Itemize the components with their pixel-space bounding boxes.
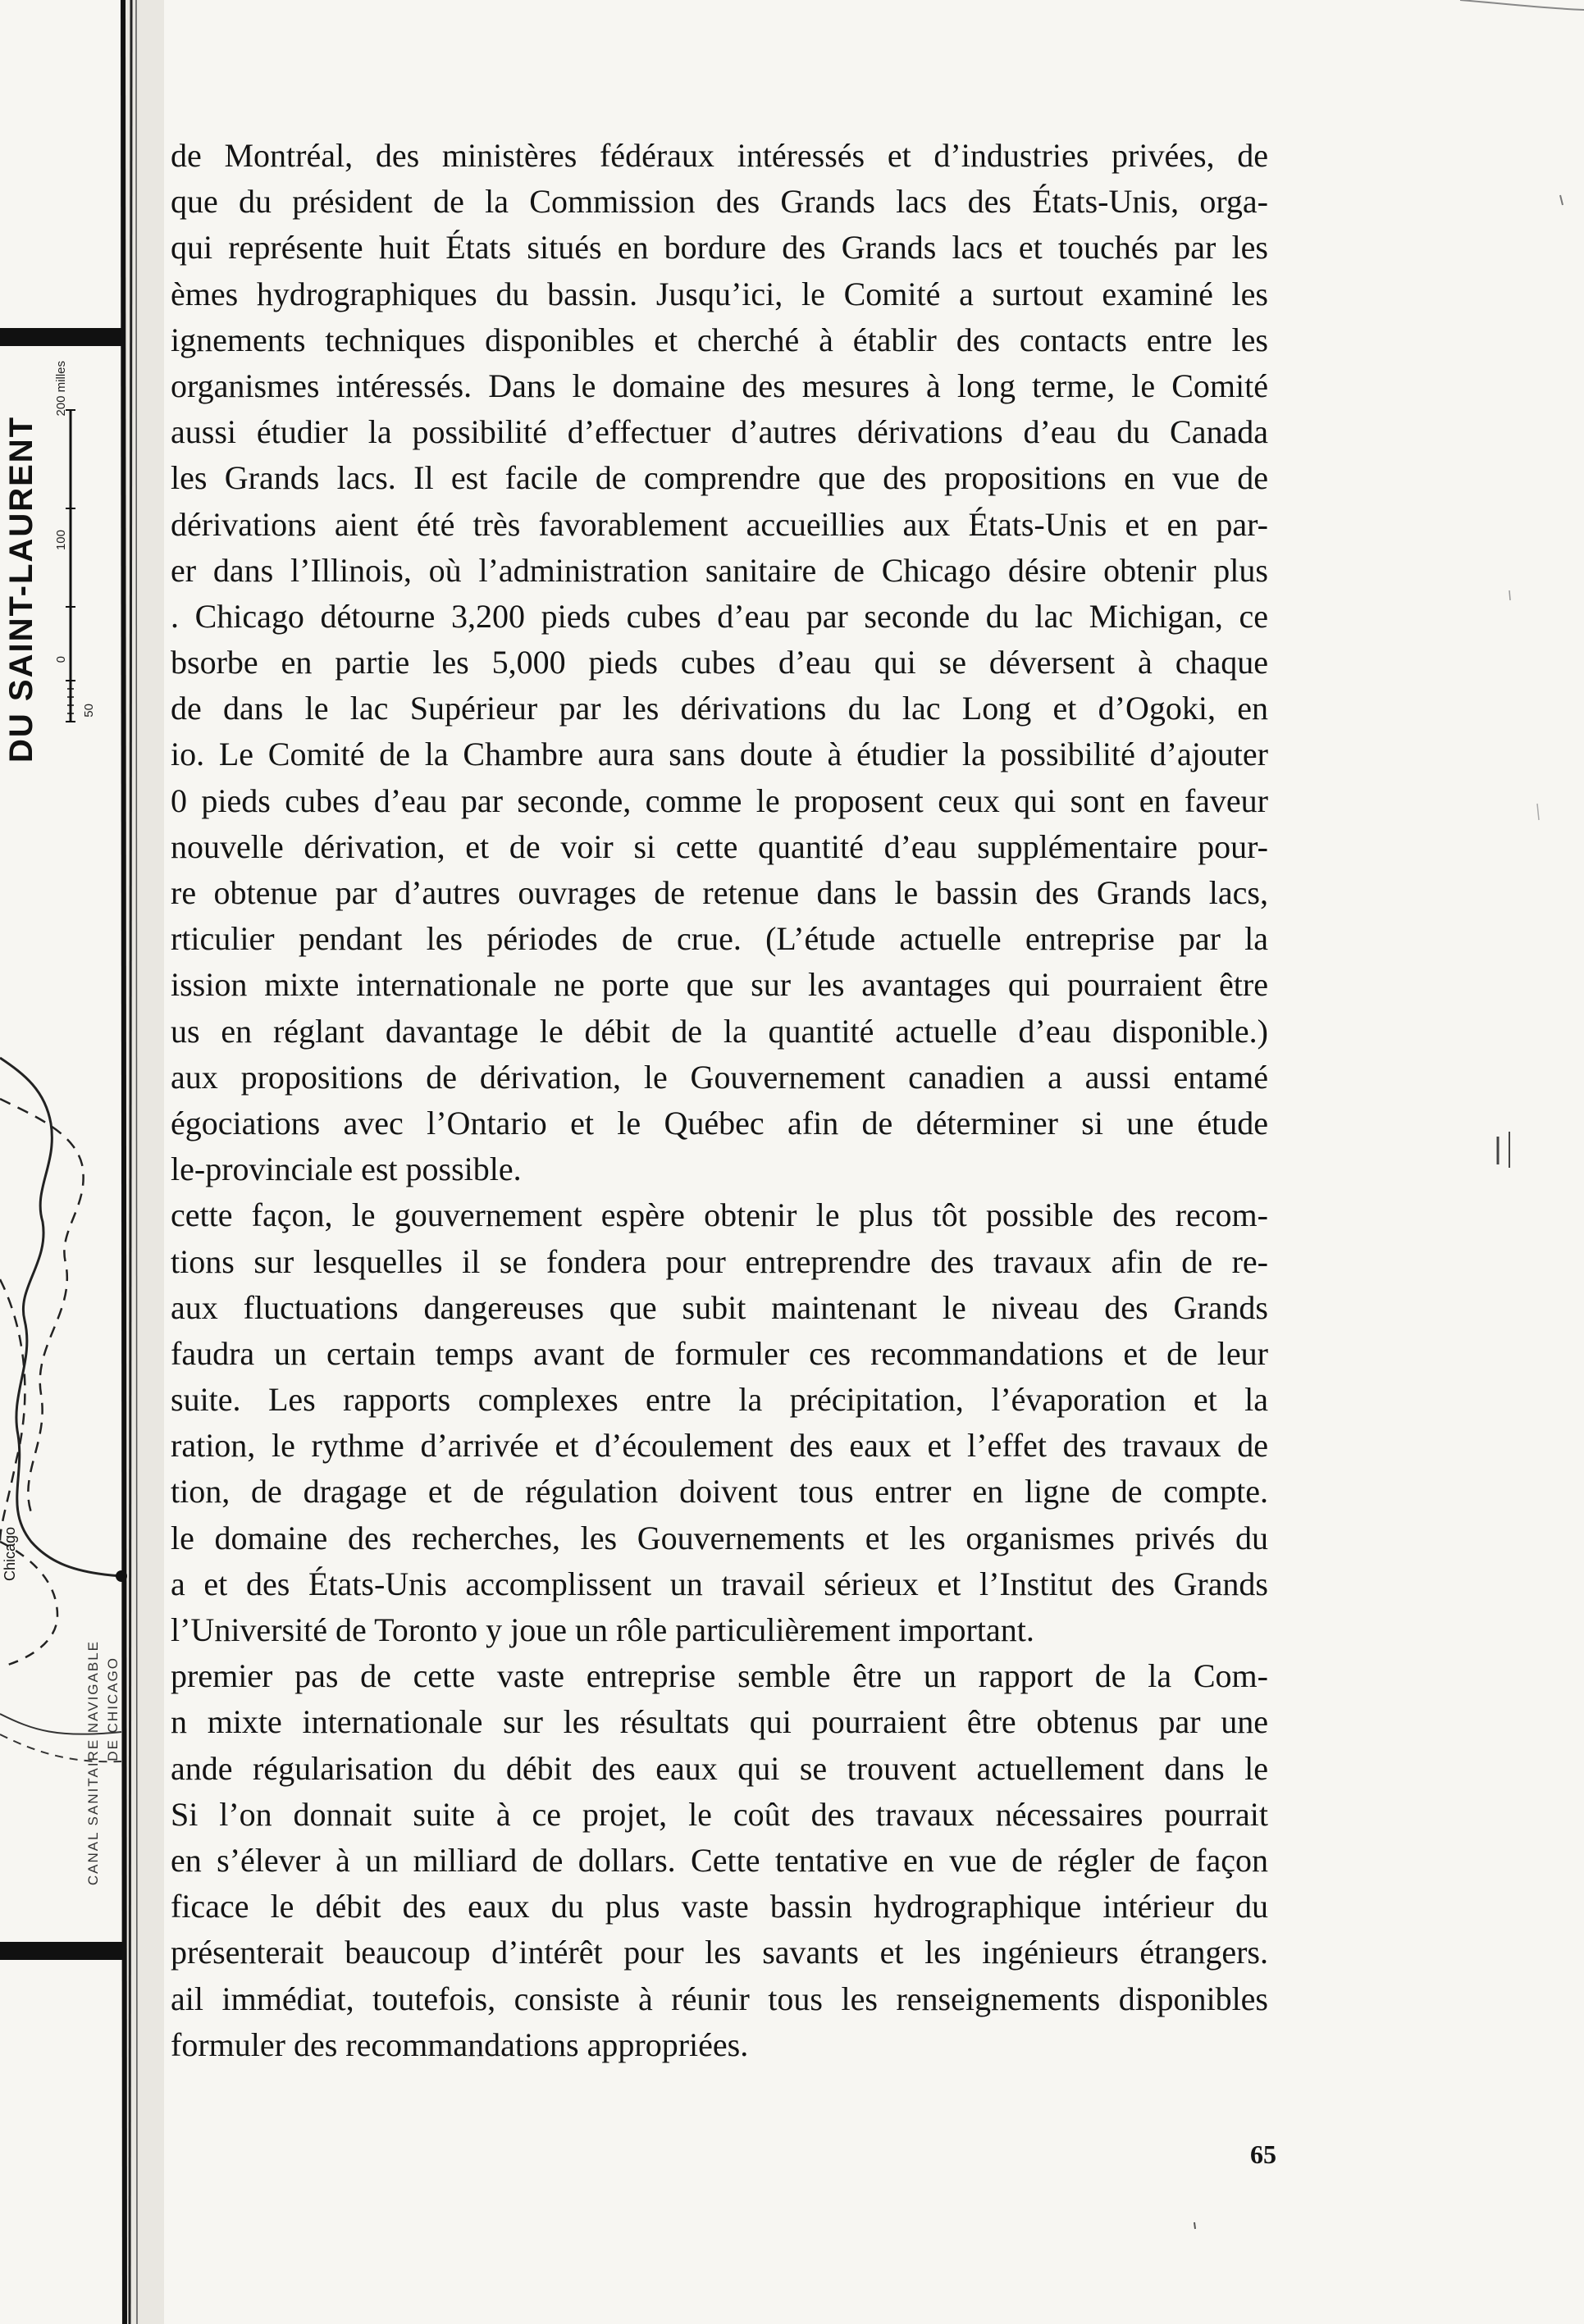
- map-title: DU SAINT-LAURENT: [3, 415, 39, 763]
- scale-label-50: 50: [82, 704, 96, 718]
- text-line: tion, de dragage et de régulation doivent tous entrer en ligne de compte.: [171, 1473, 1268, 1511]
- page-number: 65: [1250, 2139, 1276, 2169]
- text-line: présenterait beaucoup d’intérêt pour les savants et les ingénieurs étrangers.: [171, 1934, 1268, 1971]
- text-line: en s’élever à un milliard de dollars. Cette tentative en vue de régler de façon: [171, 1841, 1268, 1879]
- text-line: de Montréal, des ministères fédéraux intéressés et d’industries privées, de: [171, 137, 1268, 174]
- text-line: faudra un certain temps avant de formuler ces recommandations et de leur: [171, 1334, 1268, 1372]
- scale-label-200-milles: 200 milles: [54, 361, 68, 417]
- text-line: aussi étudier la possibilité d’effectuer d’autres dérivations d’eau du Canada: [171, 413, 1268, 451]
- body-text: [171, 133, 1268, 2068]
- text-line: er dans l’Illinois, où l’administration sanitaire de Chicago désire obtenir plus: [171, 551, 1268, 589]
- text-line: ficace le débit des eaux du plus vaste bassin hydrographique intérieur du: [171, 1888, 1268, 1925]
- text-line: organismes intéressés. Dans le domaine des mesures à long terme, le Comité: [171, 367, 1268, 404]
- text-line: bsorbe en partie les 5,000 pieds cubes d’eau qui se déversent à chaque: [171, 644, 1268, 681]
- map-drawing: [0, 0, 164, 2324]
- text-line: Si l’on donnait suite à ce projet, le coût des travaux nécessaires pourrait: [171, 1795, 1268, 1833]
- text-line: dérivations aient été très favorablement accueillies aux États-Unis et en par-: [171, 505, 1268, 543]
- scale-label-100: 100: [54, 530, 68, 551]
- text-line: èmes hydrographiques du bassin. Jusqu’ici, le Comité a surtout examiné les: [171, 275, 1268, 312]
- map-fragment: [0, 0, 164, 2324]
- text-line: tions sur lesquelles il se fondera pour entreprendre des travaux afin de re-: [171, 1242, 1268, 1280]
- canal-label-line-2: DE CHICAGO: [105, 1656, 121, 1761]
- text-line: qui représente huit États situés en bordure des Grands lacs et touchés par les: [171, 229, 1268, 267]
- text-line: suite. Les rapports complexes entre la précipitation, l’évaporation et la: [171, 1381, 1268, 1419]
- text-line: us en réglant davantage le débit de la quantité actuelle d’eau disponible.): [171, 1012, 1268, 1050]
- text-line: ration, le rythme d’arrivée et d’écoulement des eaux et l’effet des travaux de: [171, 1427, 1268, 1465]
- text-line: le-provinciale est possible.: [171, 1151, 522, 1188]
- text-line: re obtenue par d’autres ouvrages de retenue dans le bassin des Grands lacs,: [171, 874, 1268, 911]
- text-line: l’Université de Toronto y joue un rôle particulièrement important.: [171, 1611, 1034, 1648]
- text-line: io. Le Comité de la Chambre aura sans doute à étudier la possibilité d’ajouter: [171, 736, 1268, 773]
- text-line: n mixte internationale sur les résultats qui pourraient être obtenus par une: [171, 1703, 1268, 1741]
- text-line: que du président de la Commission des Grands lacs des États-Unis, orga-: [171, 183, 1268, 221]
- text-line: a et des États-Unis accomplissent un travail sérieux et l’Institut des Grands: [171, 1565, 1268, 1602]
- text-line: cette façon, le gouvernement espère obtenir le plus tôt possible des recom-: [171, 1196, 1268, 1234]
- text-line: formuler des recommandations appropriées.: [171, 2026, 749, 2063]
- text-line: aux fluctuations dangereuses que subit maintenant le niveau des Grands: [171, 1288, 1268, 1326]
- text-line: ission mixte internationale ne porte que sur les avantages qui pourraient être: [171, 966, 1268, 1004]
- text-line: premier pas de cette vaste entreprise semble être un rapport de la Com-: [171, 1657, 1268, 1695]
- text-line: . Chicago détourne 3,200 pieds cubes d’eau par seconde du lac Michigan, ce: [171, 597, 1268, 635]
- text-line: égociations avec l’Ontario et le Québec afin de déterminer si une étude: [171, 1104, 1268, 1141]
- text-line: nouvelle dérivation, et de voir si cette quantité d’eau supplémentaire pour-: [171, 827, 1268, 865]
- text-line: de dans le lac Supérieur par les dérivations du lac Long et d’Ogoki, en: [171, 690, 1268, 727]
- text-line: ail immédiat, toutefois, consiste à réunir tous les renseignements disponibles: [171, 1980, 1268, 2017]
- text-line: ignements techniques disponibles et cherché à établir des contacts entre les: [171, 321, 1268, 358]
- city-label-chicago: Chicago: [2, 1527, 18, 1582]
- scale-label-0: 0: [54, 656, 68, 663]
- text-line: aux propositions de dérivation, le Gouvernement canadien a aussi entamé: [171, 1058, 1268, 1096]
- canal-label-line-1: CANAL SANITAIRE NAVIGABLE: [85, 1640, 101, 1886]
- text-line: les Grands lacs. Il est facile de comprendre que des propositions en vue de: [171, 459, 1268, 497]
- text-line: le domaine des recherches, les Gouvernements et les organismes privés du: [171, 1519, 1268, 1556]
- text-line: rticulier pendant les périodes de crue. (L’étude actuelle entreprise par la: [171, 920, 1268, 958]
- text-line: 0 pieds cubes d’eau par seconde, comme le proposent ceux qui sont en faveur: [171, 782, 1268, 819]
- text-line: ande régularisation du débit des eaux qui se trouvent actuellement dans le: [171, 1749, 1268, 1787]
